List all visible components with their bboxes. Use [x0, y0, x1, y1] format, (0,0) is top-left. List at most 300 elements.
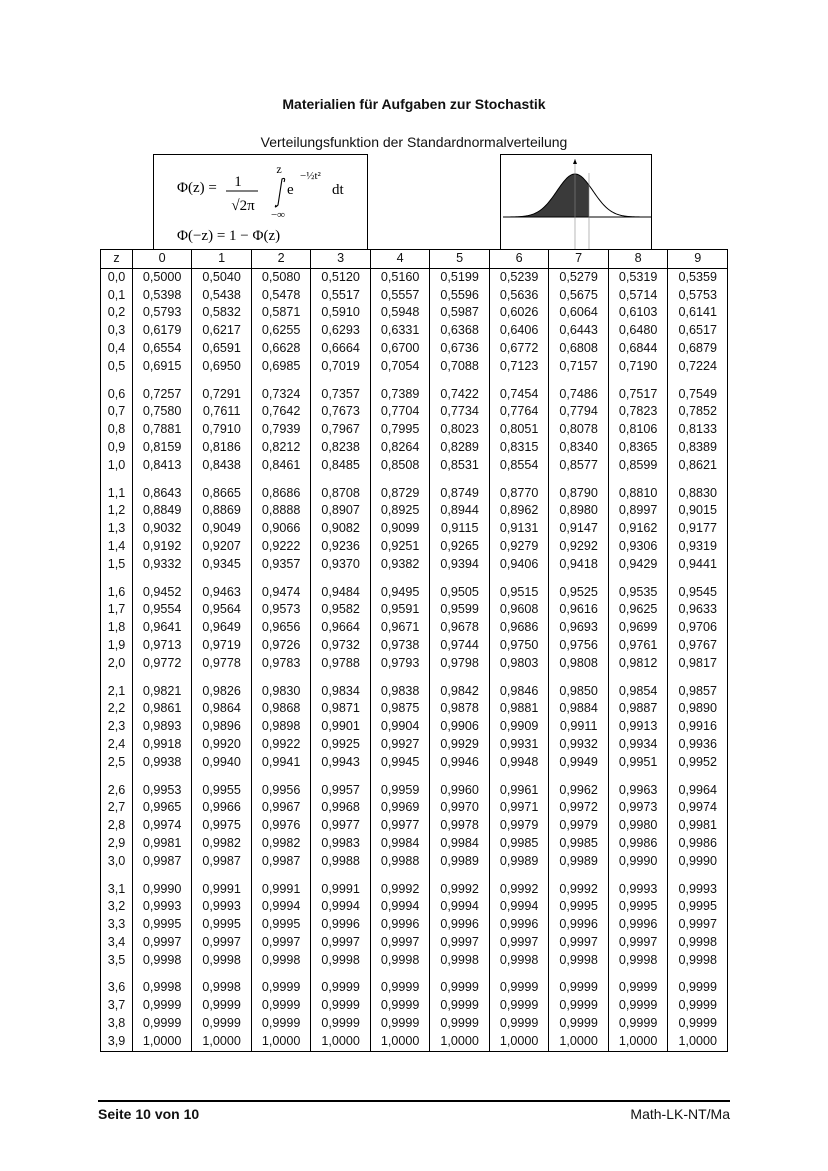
phi-value-cell: 0,9955	[192, 772, 252, 800]
formula-upper-limit: z	[276, 162, 282, 176]
phi-value-cell: 0,9973	[608, 799, 668, 817]
table-row	[101, 574, 728, 602]
phi-value-cell: 0,9999	[311, 1015, 371, 1033]
phi-value-cell: 0,9686	[489, 619, 549, 637]
phi-value-cell: 0,6950	[192, 358, 252, 376]
table-row	[101, 268, 728, 286]
document-subtitle: Verteilungsfunktion der Standardnormalverteilung	[260, 134, 568, 150]
phi-value-cell: 0,5359	[668, 268, 728, 286]
phi-value-cell: 0,6141	[668, 304, 728, 322]
phi-value-cell: 0,8023	[430, 421, 490, 439]
header-col-2: 2	[251, 250, 311, 269]
z-value-cell: 2,6	[101, 772, 133, 800]
phi-value-cell: 0,7357	[311, 376, 371, 404]
phi-value-cell: 0,5832	[192, 304, 252, 322]
phi-value-cell: 0,9812	[608, 655, 668, 673]
phi-value-cell: 1,0000	[192, 1033, 252, 1051]
phi-value-cell: 0,9015	[668, 502, 728, 520]
phi-value-cell: 0,9719	[192, 637, 252, 655]
phi-value-cell: 0,9265	[430, 538, 490, 556]
z-value-cell: 1,2	[101, 502, 133, 520]
phi-value-cell: 0,9998	[668, 952, 728, 970]
phi-value-cell: 0,9946	[430, 754, 490, 772]
phi-value-cell: 0,9998	[370, 952, 430, 970]
phi-value-cell: 0,9484	[311, 574, 371, 602]
phi-value-cell: 0,9633	[668, 601, 728, 619]
phi-value-cell: 0,9962	[549, 772, 609, 800]
phi-value-cell: 0,9616	[549, 601, 609, 619]
phi-value-cell: 0,8770	[489, 475, 549, 503]
table-row	[101, 799, 728, 817]
phi-value-cell: 0,6179	[132, 322, 192, 340]
phi-value-cell: 0,9997	[192, 934, 252, 952]
phi-value-cell: 0,9913	[608, 718, 668, 736]
phi-value-cell: 0,9968	[311, 799, 371, 817]
phi-value-cell: 0,9573	[251, 601, 311, 619]
table-row	[101, 475, 728, 503]
phi-value-cell: 0,9761	[608, 637, 668, 655]
z-value-cell: 3,2	[101, 898, 133, 916]
phi-value-cell: 0,6064	[549, 304, 609, 322]
phi-value-cell: 0,9525	[549, 574, 609, 602]
phi-value-cell: 0,7454	[489, 376, 549, 404]
table-row	[101, 403, 728, 421]
phi-value-cell: 0,7389	[370, 376, 430, 404]
phi-value-cell: 0,6255	[251, 322, 311, 340]
phi-value-cell: 0,9979	[549, 817, 609, 835]
phi-value-cell: 0,5910	[311, 304, 371, 322]
phi-value-cell: 0,9772	[132, 655, 192, 673]
phi-value-cell: 0,9963	[608, 772, 668, 800]
phi-value-cell: 0,9997	[608, 934, 668, 952]
phi-value-cell: 0,5596	[430, 287, 490, 305]
phi-value-cell: 0,9996	[608, 916, 668, 934]
phi-value-cell: 0,9967	[251, 799, 311, 817]
phi-value-cell: 0,9949	[549, 754, 609, 772]
z-value-cell: 3,3	[101, 916, 133, 934]
phi-value-cell: 0,9429	[608, 556, 668, 574]
phi-value-cell: 0,9842	[430, 673, 490, 701]
z-value-cell: 3,0	[101, 853, 133, 871]
phi-value-cell: 0,9916	[668, 718, 728, 736]
phi-value-cell: 0,8554	[489, 457, 549, 475]
phi-value-cell: 0,9678	[430, 619, 490, 637]
phi-value-cell: 0,9936	[668, 736, 728, 754]
phi-value-cell: 0,9998	[192, 952, 252, 970]
phi-value-cell: 0,7257	[132, 376, 192, 404]
phi-value-cell: 0,9995	[668, 898, 728, 916]
phi-value-cell: 0,8790	[549, 475, 609, 503]
phi-value-cell: 0,6772	[489, 340, 549, 358]
table-body	[101, 268, 728, 1051]
phi-value-cell: 0,9960	[430, 772, 490, 800]
table-row	[101, 934, 728, 952]
phi-value-cell: 0,9987	[132, 853, 192, 871]
phi-value-cell: 0,9066	[251, 520, 311, 538]
phi-value-cell: 0,9970	[430, 799, 490, 817]
z-value-cell: 2,3	[101, 718, 133, 736]
table-row	[101, 304, 728, 322]
phi-value-cell: 0,9931	[489, 736, 549, 754]
phi-value-cell: 0,7517	[608, 376, 668, 404]
phi-value-cell: 0,9999	[370, 1015, 430, 1033]
phi-value-cell: 0,9994	[370, 898, 430, 916]
z-value-cell: 3,4	[101, 934, 133, 952]
phi-value-cell: 0,7157	[549, 358, 609, 376]
table-row	[101, 619, 728, 637]
phi-value-cell: 0,9406	[489, 556, 549, 574]
phi-value-cell: 0,9319	[668, 538, 728, 556]
phi-value-cell: 0,8531	[430, 457, 490, 475]
phi-value-cell: 0,9738	[370, 637, 430, 655]
phi-value-cell: 0,9817	[668, 655, 728, 673]
phi-value-cell: 0,9656	[251, 619, 311, 637]
phi-value-cell: 0,9999	[668, 1015, 728, 1033]
phi-value-cell: 0,9881	[489, 700, 549, 718]
phi-value-cell: 0,9999	[192, 1015, 252, 1033]
phi-value-cell: 0,6736	[430, 340, 490, 358]
header-z: z	[101, 250, 133, 269]
phi-value-cell: 0,5557	[370, 287, 430, 305]
phi-value-cell: 0,6480	[608, 322, 668, 340]
phi-value-cell: 0,9992	[370, 871, 430, 899]
phi-value-cell: 0,9999	[549, 969, 609, 997]
phi-value-cell: 0,9959	[370, 772, 430, 800]
table-row	[101, 835, 728, 853]
z-value-cell: 2,7	[101, 799, 133, 817]
z-value-cell: 3,8	[101, 1015, 133, 1033]
phi-value-cell: 0,9977	[370, 817, 430, 835]
phi-value-cell: 1,0000	[549, 1033, 609, 1051]
y-axis-arrow	[573, 159, 577, 164]
phi-value-cell: 0,9999	[251, 997, 311, 1015]
phi-value-cell: 0,9992	[549, 871, 609, 899]
phi-value-cell: 0,9778	[192, 655, 252, 673]
phi-value-cell: 0,9925	[311, 736, 371, 754]
phi-value-cell: 0,9990	[132, 871, 192, 899]
z-value-cell: 1,9	[101, 637, 133, 655]
phi-value-cell: 0,7549	[668, 376, 728, 404]
z-value-cell: 2,5	[101, 754, 133, 772]
phi-value-cell: 0,9984	[370, 835, 430, 853]
phi-value-cell: 0,9994	[311, 898, 371, 916]
z-value-cell: 3,6	[101, 969, 133, 997]
phi-value-cell: 0,9535	[608, 574, 668, 602]
phi-value-cell: 0,9961	[489, 772, 549, 800]
phi-value-cell: 0,9940	[192, 754, 252, 772]
phi-value-cell: 0,9971	[489, 799, 549, 817]
phi-value-cell: 0,6554	[132, 340, 192, 358]
phi-value-cell: 1,0000	[608, 1033, 668, 1051]
z-value-cell: 0,3	[101, 322, 133, 340]
phi-value-cell: 0,9830	[251, 673, 311, 701]
phi-value-cell: 1,0000	[489, 1033, 549, 1051]
phi-value-cell: 0,9922	[251, 736, 311, 754]
phi-value-cell: 0,9821	[132, 673, 192, 701]
phi-value-cell: 0,8106	[608, 421, 668, 439]
phi-value-cell: 0,7224	[668, 358, 728, 376]
phi-value-cell: 0,9671	[370, 619, 430, 637]
z-value-cell: 0,9	[101, 439, 133, 457]
phi-value-cell: 0,8078	[549, 421, 609, 439]
phi-value-cell: 0,9608	[489, 601, 549, 619]
phi-value-cell: 0,5948	[370, 304, 430, 322]
phi-value-cell: 0,7852	[668, 403, 728, 421]
phi-value-cell: 0,7123	[489, 358, 549, 376]
phi-value-cell: 0,9901	[311, 718, 371, 736]
phi-value-cell: 0,7734	[430, 403, 490, 421]
document-title: Materialien für Aufgaben zur Stochastik	[282, 96, 546, 112]
phi-value-cell: 0,9783	[251, 655, 311, 673]
phi-value-cell: 0,6026	[489, 304, 549, 322]
phi-value-cell: 0,9999	[608, 1015, 668, 1033]
phi-value-cell: 0,9945	[370, 754, 430, 772]
phi-value-cell: 0,9441	[668, 556, 728, 574]
phi-value-cell: 0,9980	[608, 817, 668, 835]
phi-value-cell: 0,9744	[430, 637, 490, 655]
phi-value-cell: 1,0000	[668, 1033, 728, 1051]
phi-value-cell: 0,9995	[192, 916, 252, 934]
phi-value-cell: 0,9649	[192, 619, 252, 637]
phi-value-cell: 0,8159	[132, 439, 192, 457]
phi-value-cell: 0,9582	[311, 601, 371, 619]
phi-value-cell: 0,9370	[311, 556, 371, 574]
z-value-cell: 2,4	[101, 736, 133, 754]
phi-value-cell: 0,9599	[430, 601, 490, 619]
phi-value-cell: 0,9932	[549, 736, 609, 754]
phi-value-cell: 0,9131	[489, 520, 549, 538]
phi-value-cell: 0,9991	[251, 871, 311, 899]
phi-value-cell: 0,8621	[668, 457, 728, 475]
phi-value-cell: 0,9941	[251, 754, 311, 772]
phi-value-cell: 0,9999	[549, 1015, 609, 1033]
phi-value-cell: 0,9998	[608, 952, 668, 970]
z-value-cell: 1,7	[101, 601, 133, 619]
phi-value-cell: 0,5000	[132, 268, 192, 286]
phi-value-cell: 0,9920	[192, 736, 252, 754]
phi-value-cell: 0,9996	[549, 916, 609, 934]
header-col-3: 3	[311, 250, 371, 269]
phi-value-cell: 0,9995	[549, 898, 609, 916]
phi-value-cell: 0,9382	[370, 556, 430, 574]
phi-value-cell: 0,9998	[311, 952, 371, 970]
phi-value-cell: 0,9989	[549, 853, 609, 871]
phi-value-cell: 0,9997	[251, 934, 311, 952]
phi-value-cell: 0,6915	[132, 358, 192, 376]
z-value-cell: 1,4	[101, 538, 133, 556]
phi-value-cell: 0,7910	[192, 421, 252, 439]
integral-sign	[275, 178, 284, 207]
phi-value-cell: 0,9693	[549, 619, 609, 637]
phi-value-cell: 0,9993	[608, 871, 668, 899]
phi-value-cell: 0,8340	[549, 439, 609, 457]
phi-value-cell: 0,8315	[489, 439, 549, 457]
phi-value-cell: 0,9545	[668, 574, 728, 602]
phi-value-cell: 0,9976	[251, 817, 311, 835]
phi-value-cell: 0,9999	[311, 997, 371, 1015]
phi-value-cell: 0,9999	[370, 969, 430, 997]
phi-value-cell: 0,7088	[430, 358, 490, 376]
phi-value-cell: 0,9793	[370, 655, 430, 673]
phi-value-cell: 0,9988	[370, 853, 430, 871]
z-value-cell: 3,5	[101, 952, 133, 970]
phi-value-cell: 0,9871	[311, 700, 371, 718]
phi-value-cell: 0,9998	[132, 952, 192, 970]
phi-value-cell: 0,8708	[311, 475, 371, 503]
phi-value-cell: 0,9713	[132, 637, 192, 655]
table-row	[101, 358, 728, 376]
formula-lower-limit: −∞	[270, 209, 286, 221]
phi-value-cell: 0,9938	[132, 754, 192, 772]
phi-value-cell: 0,9207	[192, 538, 252, 556]
phi-value-cell: 0,9999	[668, 969, 728, 997]
z-value-cell: 2,8	[101, 817, 133, 835]
z-value-cell: 1,8	[101, 619, 133, 637]
phi-value-cell: 0,9927	[370, 736, 430, 754]
phi-value-cell: 0,9999	[132, 1015, 192, 1033]
z-value-cell: 1,3	[101, 520, 133, 538]
phi-value-cell: 0,9986	[608, 835, 668, 853]
phi-value-cell: 0,9808	[549, 655, 609, 673]
phi-value-cell: 0,6443	[549, 322, 609, 340]
phi-value-cell: 0,9965	[132, 799, 192, 817]
phi-value-cell: 0,9082	[311, 520, 371, 538]
phi-value-cell: 0,9985	[549, 835, 609, 853]
phi-value-cell: 0,8461	[251, 457, 311, 475]
phi-value-cell: 0,5239	[489, 268, 549, 286]
phi-value-cell: 0,9996	[430, 916, 490, 934]
phi-value-cell: 0,9756	[549, 637, 609, 655]
phi-value-cell: 0,9495	[370, 574, 430, 602]
phi-value-cell: 0,9982	[251, 835, 311, 853]
z-value-cell: 0,5	[101, 358, 133, 376]
phi-value-cell: 0,9177	[668, 520, 728, 538]
phi-value-cell: 0,9998	[251, 952, 311, 970]
phi-value-cell: 0,7823	[608, 403, 668, 421]
phi-value-cell: 0,9999	[251, 1015, 311, 1033]
phi-value-cell: 0,9896	[192, 718, 252, 736]
phi-value-cell: 0,7611	[192, 403, 252, 421]
phi-value-cell: 0,9998	[192, 969, 252, 997]
phi-value-cell: 0,9996	[489, 916, 549, 934]
formula-integrand: e	[287, 182, 294, 198]
phi-value-cell: 0,9999	[549, 997, 609, 1015]
phi-value-cell: 0,8907	[311, 502, 371, 520]
phi-value-cell: 0,7673	[311, 403, 371, 421]
phi-value-cell: 0,6217	[192, 322, 252, 340]
header-col-5: 5	[430, 250, 490, 269]
z-value-cell: 2,2	[101, 700, 133, 718]
phi-value-cell: 0,8438	[192, 457, 252, 475]
phi-value-cell: 0,9767	[668, 637, 728, 655]
phi-value-cell: 0,9984	[430, 835, 490, 853]
table-row	[101, 502, 728, 520]
phi-value-cell: 0,9099	[370, 520, 430, 538]
footer-divider	[98, 1100, 730, 1102]
phi-value-cell: 0,9992	[489, 871, 549, 899]
phi-value-cell: 0,9861	[132, 700, 192, 718]
phi-value-cell: 0,8133	[668, 421, 728, 439]
phi-value-cell: 0,8729	[370, 475, 430, 503]
formula-symmetry: Φ(−z) = 1 − Φ(z)	[177, 228, 281, 244]
table-row	[101, 340, 728, 358]
phi-value-cell: 0,6985	[251, 358, 311, 376]
phi-value-cell: 0,9898	[251, 718, 311, 736]
phi-value-cell: 0,8643	[132, 475, 192, 503]
z-value-cell: 0,7	[101, 403, 133, 421]
table-row	[101, 772, 728, 800]
phi-value-cell: 0,9192	[132, 538, 192, 556]
z-value-cell: 1,6	[101, 574, 133, 602]
phi-value-cell: 0,9999	[192, 997, 252, 1015]
phi-value-cell: 0,9982	[192, 835, 252, 853]
phi-value-cell: 0,9997	[132, 934, 192, 952]
phi-value-cell: 0,9979	[489, 817, 549, 835]
phi-value-cell: 0,9864	[192, 700, 252, 718]
phi-value-cell: 0,9222	[251, 538, 311, 556]
table-row	[101, 1015, 728, 1033]
formula-svg	[154, 155, 369, 250]
phi-value-cell: 0,7486	[549, 376, 609, 404]
phi-value-cell: 0,9934	[608, 736, 668, 754]
phi-value-cell: 0,7939	[251, 421, 311, 439]
z-value-cell: 0,6	[101, 376, 133, 404]
phi-value-cell: 0,9357	[251, 556, 311, 574]
phi-value-cell: 0,9803	[489, 655, 549, 673]
phi-value-cell: 0,9991	[311, 871, 371, 899]
phi-value-cell: 0,8888	[251, 502, 311, 520]
phi-value-cell: 0,8830	[668, 475, 728, 503]
phi-value-cell: 0,7054	[370, 358, 430, 376]
phi-value-cell: 0,6808	[549, 340, 609, 358]
z-value-cell: 3,1	[101, 871, 133, 899]
phi-value-cell: 0,9943	[311, 754, 371, 772]
phi-value-cell: 0,9999	[430, 969, 490, 997]
table-row	[101, 700, 728, 718]
phi-value-cell: 0,9999	[668, 997, 728, 1015]
phi-value-cell: 0,9998	[132, 969, 192, 997]
phi-value-cell: 0,9474	[251, 574, 311, 602]
phi-value-cell: 0,9345	[192, 556, 252, 574]
phi-value-cell: 0,9988	[311, 853, 371, 871]
phi-value-cell: 0,8925	[370, 502, 430, 520]
phi-value-cell: 0,9732	[311, 637, 371, 655]
phi-value-cell: 0,5636	[489, 287, 549, 305]
phi-value-cell: 0,9868	[251, 700, 311, 718]
phi-value-cell: 0,8686	[251, 475, 311, 503]
header-col-6: 6	[489, 250, 549, 269]
table-row	[101, 952, 728, 970]
phi-value-cell: 0,6700	[370, 340, 430, 358]
phi-value-cell: 0,9918	[132, 736, 192, 754]
phi-value-cell: 0,9838	[370, 673, 430, 701]
z-value-cell: 1,5	[101, 556, 133, 574]
phi-value-cell: 0,9999	[370, 997, 430, 1015]
table-row	[101, 457, 728, 475]
phi-value-cell: 0,5120	[311, 268, 371, 286]
phi-value-cell: 0,9990	[608, 853, 668, 871]
phi-value-cell: 0,9999	[132, 997, 192, 1015]
phi-value-cell: 0,5438	[192, 287, 252, 305]
phi-value-cell: 0,8944	[430, 502, 490, 520]
phi-value-cell: 0,9049	[192, 520, 252, 538]
phi-value-cell: 0,8962	[489, 502, 549, 520]
phi-value-cell: 0,9857	[668, 673, 728, 701]
table-row	[101, 718, 728, 736]
phi-value-cell: 0,9999	[489, 969, 549, 997]
phi-value-cell: 0,9987	[192, 853, 252, 871]
z-value-cell: 0,2	[101, 304, 133, 322]
